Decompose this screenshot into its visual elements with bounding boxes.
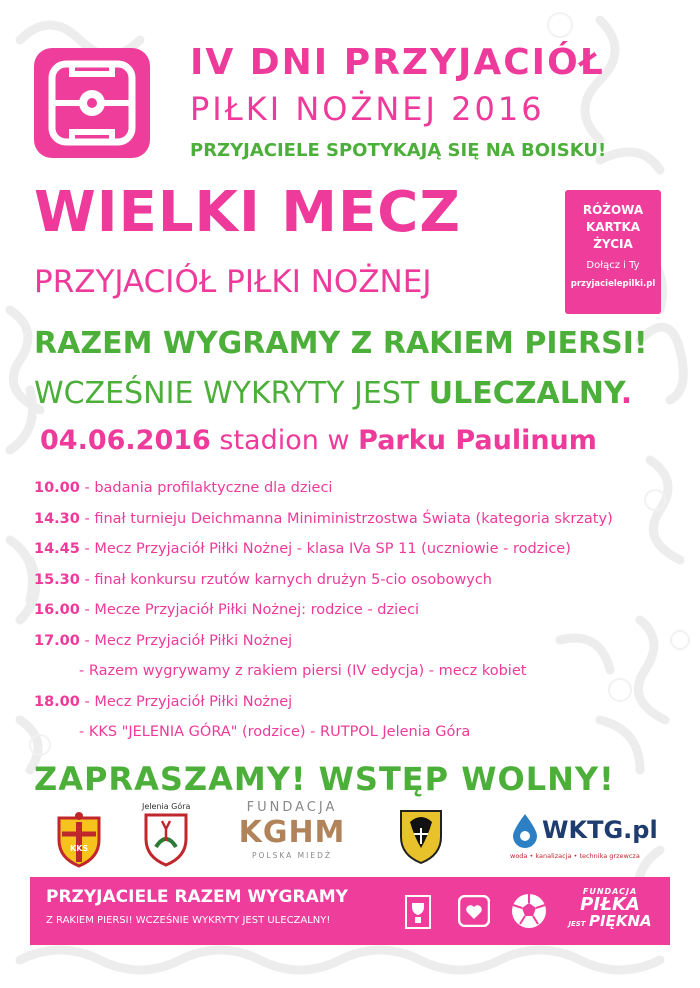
schedule-item — [34, 478, 674, 509]
schedule-time: 10.00 — [34, 480, 80, 496]
kks-shield-icon — [54, 810, 104, 870]
football-icon — [510, 892, 548, 930]
schedule-time: 18.00 — [34, 693, 80, 710]
badge-url: przyjacielepilki.pl — [570, 279, 656, 289]
sponsor-logos — [30, 800, 670, 875]
kks-crest-text: KKS — [70, 844, 89, 853]
badge-line2: KARTKA — [585, 220, 641, 234]
jelenia-gora-label: Jelenia Góra — [142, 802, 191, 811]
trophy-icon — [405, 895, 431, 929]
slogan2-dot: . — [620, 376, 633, 411]
schedule-item — [34, 570, 674, 601]
campaign-slogan-2 — [34, 376, 632, 411]
schedule-time: 14.30 — [34, 510, 80, 527]
kks-crest-logo — [54, 810, 104, 874]
badge-line1: RÓŻOWA — [582, 203, 644, 217]
schedule-desc: - Mecz Przyjaciół Piłki Nożnej — [79, 632, 293, 649]
schedule-item — [34, 600, 674, 631]
campaign-slogan: RAZEM WYGRAMY Z RAKIEM PIERSI! — [34, 326, 648, 361]
eagle-crest-icon — [398, 808, 444, 866]
schedule-item-continuation — [34, 722, 674, 753]
water-drop-icon — [510, 812, 540, 848]
venue-name: Parku Paulinum — [358, 425, 597, 456]
schedule-item — [34, 631, 674, 662]
schedule-list — [34, 478, 674, 753]
event-logo — [34, 48, 150, 158]
fundacja-pilka-mid: JEST — [568, 920, 586, 928]
schedule-desc: - Mecz Przyjaciół Piłki Nożnej — [79, 693, 293, 710]
slogan2-part3: ULECZALNY — [428, 376, 621, 411]
schedule-item-continuation — [34, 661, 674, 692]
schedule-desc: - badania profilaktyczne dla dzieci — [79, 480, 333, 496]
fundacja-pilka-end: PIĘKNA — [589, 912, 652, 930]
slogan2-part1: WCZEŚNIE — [34, 376, 194, 411]
schedule-item — [34, 509, 674, 540]
main-subheadline: PRZYJACIÓŁ PIŁKI NOŻNEJ — [34, 264, 432, 300]
fundacja-pilka-top: FUNDACJA — [582, 887, 638, 896]
wktg-subtitle: woda • kanalizacja • technika grzewcza — [510, 852, 640, 860]
event-tagline: PRZYJACIELE SPOTYKAJĄ SIĘ NA BOISKU! — [190, 140, 607, 161]
event-title-line2: PIŁKI NOŻNEJ 2016 — [190, 90, 545, 128]
main-headline: WIELKI MECZ — [34, 180, 461, 245]
kghm-subtitle: POLSKA MIEDŹ — [251, 851, 332, 860]
schedule-item — [34, 539, 674, 570]
invitation-text: ZAPRASZAMY! WSTĘP WOLNY! — [34, 760, 615, 798]
kghm-fundacja-text: FUNDACJA — [246, 800, 338, 815]
schedule-desc: - Razem wygrywamy z rakiem piersi (IV edycja) - mecz kobiet — [79, 663, 527, 679]
schedule-time: 15.30 — [34, 571, 80, 588]
kghm-wordmark: KGHM — [238, 815, 346, 850]
footer-slogan-line2: Z RAKIEM PIERSI! WCZEŚNIE WYKRYTY JEST ULECZALNY! — [46, 915, 331, 926]
schedule-desc: - finał konkursu rzutów karnych drużyn 5-cio osobowych — [79, 571, 492, 588]
schedule-item — [34, 692, 674, 723]
schedule-time: 17.00 — [34, 632, 80, 649]
deer-crest-icon — [142, 811, 190, 867]
football-pitch-icon — [34, 48, 150, 158]
slogan2-part2: WYKRYTY JEST — [202, 376, 420, 411]
pink-card-badge — [565, 190, 661, 314]
kghm-foundation-logo — [237, 800, 347, 860]
schedule-desc: - Mecze Przyjaciół Piłki Nożnej: rodzice - dzieci — [79, 602, 420, 618]
footer-slogan-line1: PRZYJACIELE RAZEM WYGRAMY — [46, 887, 348, 907]
schedule-desc: - KKS "JELENIA GÓRA" (rodzice) - RUTPOL Jelenia Góra — [79, 724, 471, 740]
lower-silesia-crest-logo — [398, 808, 444, 870]
event-date-venue — [40, 425, 597, 456]
wktg-wordmark: WKTG.pl — [542, 816, 658, 844]
schedule-desc: - Mecz Przyjaciół Piłki Nożnej - klasa IVa SP 11 (uczniowie - rodzice) — [79, 541, 571, 557]
footer-banner — [30, 877, 670, 945]
fundacja-pilka-main: PIŁKA — [580, 894, 640, 915]
schedule-time: 14.45 — [34, 541, 80, 557]
badge-line4: Dołącz i Ty — [586, 260, 640, 271]
schedule-desc: - finał turnieju Deichmanna Miniministrzostwa Świata (kategoria skrzaty) — [79, 510, 613, 527]
schedule-time: 16.00 — [34, 602, 80, 618]
event-date: 04.06.2016 — [40, 425, 211, 456]
venue-prefix: stadion w — [219, 425, 350, 456]
fundacja-pilka-logo — [556, 887, 664, 931]
jelenia-gora-logo — [142, 802, 190, 871]
heart-ball-icon — [458, 895, 490, 927]
event-title-line1: IV DNI PRZYJACIÓŁ — [190, 42, 605, 83]
badge-line3: ŻYCIA — [593, 237, 633, 251]
fundacja-pilka-bottom — [556, 914, 664, 931]
